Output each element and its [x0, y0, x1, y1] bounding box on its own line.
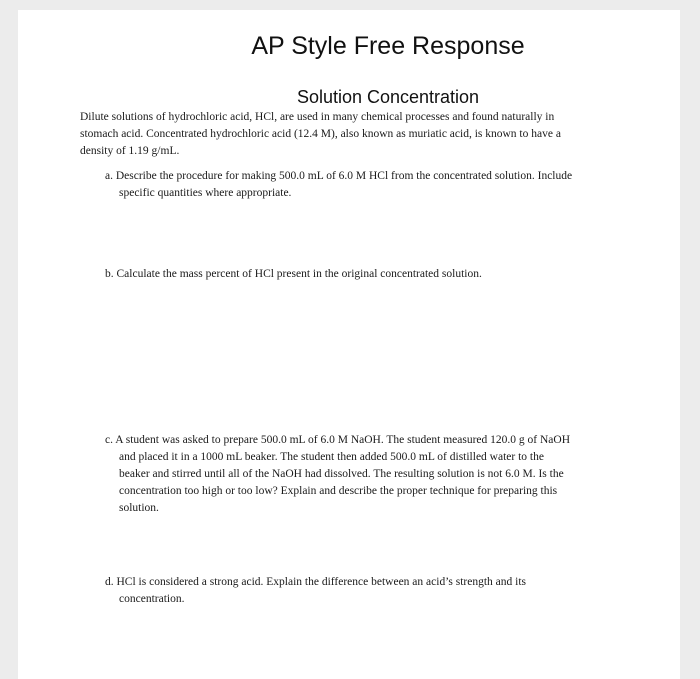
question-d-line: concentration. — [119, 593, 185, 605]
question-c-line: concentration too high or too low? Explain and describe the proper technique for preparing this — [119, 485, 558, 497]
question-b — [105, 266, 635, 283]
question-a — [105, 168, 635, 202]
page-title: AP Style Free Response — [251, 32, 525, 60]
intro-line: density of 1.19 g/mL. — [80, 145, 180, 157]
question-c — [105, 432, 635, 517]
question-a-line: specific quantities where appropriate. — [119, 187, 292, 199]
page-subtitle: Solution Concentration — [296, 87, 480, 107]
question-b-line: b. Calculate the mass percent of HCl present in the original concentrated solution. — [105, 268, 482, 280]
intro-line: Dilute solutions of hydrochloric acid, HCl, are used in many chemical processes and found naturally in — [80, 111, 555, 123]
question-c-line: c. A student was asked to prepare 500.0 mL of 6.0 M NaOH. The student measured 120.0 g of NaOH — [105, 434, 571, 446]
question-d-line: d. HCl is considered a strong acid. Explain the difference between an acid’s strength and its — [105, 576, 527, 588]
question-c-line: solution. — [119, 502, 159, 514]
question-c-line: beaker and stirred until all of the NaOH had dissolved. The resulting solution is not 6.0 M. Is the — [119, 468, 564, 480]
question-d — [105, 574, 635, 608]
intro-paragraph — [80, 109, 640, 160]
question-a-line: a. Describe the procedure for making 500.0 mL of 6.0 M HCl from the concentrated solution. Include — [105, 170, 573, 182]
question-c-line: and placed it in a 1000 mL beaker. The student then added 500.0 mL of distilled water to the — [119, 451, 544, 463]
intro-line: stomach acid. Concentrated hydrochloric acid (12.4 M), also known as muriatic acid, is known to have a — [80, 128, 561, 140]
